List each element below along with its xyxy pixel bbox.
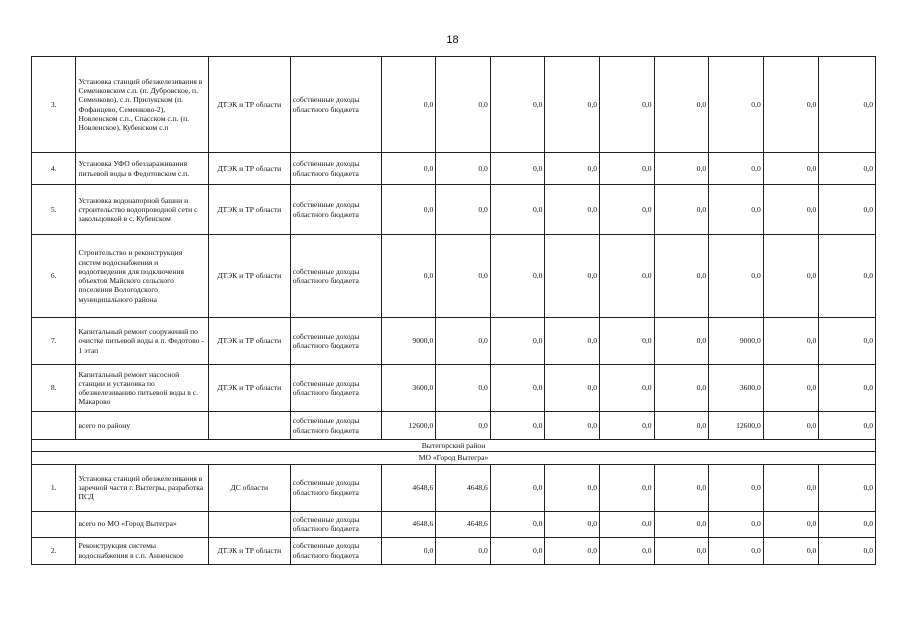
- row-number: [32, 511, 76, 537]
- amount-cell: 0,0: [600, 365, 655, 412]
- amount-cell: 0,0: [600, 153, 655, 185]
- amount-cell: 0,0: [819, 235, 876, 318]
- responsible-executor: ДТЭК и ТР области: [208, 318, 290, 365]
- event-name: Капитальный ремонт сооружений по очистке питьевой воды в п. Федотово - 1 этап: [76, 318, 208, 365]
- amount-cell: 0,0: [763, 511, 819, 537]
- event-name: всего по МО «Город Вытегра»: [76, 511, 208, 537]
- amount-cell: 0,0: [490, 511, 545, 537]
- amount-cell: 0,0: [654, 464, 709, 511]
- amount-cell: 0,0: [436, 318, 491, 365]
- amount-cell: 0,0: [654, 235, 709, 318]
- amount-cell: 3600,0: [709, 365, 764, 412]
- amount-cell: 0,0: [545, 153, 600, 185]
- amount-cell: 0,0: [654, 185, 709, 235]
- district-section-title: Вытегорский район: [32, 440, 876, 452]
- amount-cell: 0,0: [763, 412, 819, 440]
- responsible-executor: ДТЭК и ТР области: [208, 153, 290, 185]
- budget-table: [31, 56, 876, 565]
- amount-cell: 0,0: [819, 185, 876, 235]
- event-name: Реконструкция системы водоснабжения в с.п. Анненское: [76, 537, 208, 564]
- amount-cell: 0,0: [545, 235, 600, 318]
- page-number: 18: [446, 34, 459, 46]
- amount-cell: 0,0: [819, 318, 876, 365]
- table-row: [32, 235, 876, 318]
- amount-cell: 0,0: [545, 185, 600, 235]
- amount-cell: 4648,6: [436, 464, 491, 511]
- event-name: Установка УФО обеззараживания питьевой воды в Федотовском с.п.: [76, 153, 208, 185]
- funding-source: собственные доходы областного бюджета: [290, 57, 381, 153]
- event-name: Строительство и реконструкция систем водоснабжения и водоотведения для подключения объектов Майского сельского поселения Вологодского муниципального района: [76, 235, 208, 318]
- amount-cell: 4648,6: [436, 511, 491, 537]
- amount-cell: 0,0: [709, 464, 764, 511]
- funding-source: собственные доходы областного бюджета: [290, 318, 381, 365]
- amount-cell: 0,0: [490, 412, 545, 440]
- amount-cell: 0,0: [763, 185, 819, 235]
- amount-cell: 0,0: [436, 537, 491, 564]
- amount-cell: 0,0: [654, 511, 709, 537]
- amount-cell: 0,0: [545, 464, 600, 511]
- amount-cell: 0,0: [490, 537, 545, 564]
- amount-cell: 0,0: [600, 464, 655, 511]
- amount-cell: 0,0: [436, 185, 491, 235]
- table-row: [32, 318, 876, 365]
- row-number: 2.: [32, 537, 76, 564]
- amount-cell: 12600,0: [709, 412, 764, 440]
- table-row-district-total: [32, 412, 876, 440]
- table-row: [32, 537, 876, 564]
- amount-cell: 0,0: [763, 365, 819, 412]
- amount-cell: 4648,6: [381, 464, 436, 511]
- amount-cell: 0,0: [381, 153, 436, 185]
- table-row: [32, 153, 876, 185]
- funding-source: собственные доходы областного бюджета: [290, 153, 381, 185]
- responsible-executor: ДТЭК и ТР области: [208, 235, 290, 318]
- amount-cell: 0,0: [600, 537, 655, 564]
- amount-cell: 4648,6: [381, 511, 436, 537]
- amount-cell: 3600,0: [381, 365, 436, 412]
- funding-source: собственные доходы областного бюджета: [290, 365, 381, 412]
- funding-source: собственные доходы областного бюджета: [290, 412, 381, 440]
- amount-cell: 0,0: [545, 537, 600, 564]
- amount-cell: 0,0: [654, 153, 709, 185]
- amount-cell: 0,0: [709, 153, 764, 185]
- amount-cell: 0,0: [819, 153, 876, 185]
- amount-cell: 0,0: [763, 318, 819, 365]
- row-number: 6.: [32, 235, 76, 318]
- amount-cell: 0,0: [381, 57, 436, 153]
- municipality-section-title: МО «Город Вытегра»: [32, 452, 876, 464]
- amount-cell: 0,0: [600, 412, 655, 440]
- responsible-executor: ДТЭК и ТР области: [208, 365, 290, 412]
- amount-cell: 0,0: [381, 537, 436, 564]
- row-number: 3.: [32, 57, 76, 153]
- funding-source: собственные доходы областного бюджета: [290, 537, 381, 564]
- row-number: 8.: [32, 365, 76, 412]
- amount-cell: 0,0: [654, 365, 709, 412]
- row-number: 7.: [32, 318, 76, 365]
- amount-cell: 0,0: [545, 365, 600, 412]
- amount-cell: 0,0: [709, 57, 764, 153]
- row-number: [32, 412, 76, 440]
- amount-cell: 0,0: [763, 57, 819, 153]
- section-header-row: [32, 452, 876, 464]
- amount-cell: 0,0: [600, 318, 655, 365]
- responsible-executor: ДС области: [208, 464, 290, 511]
- amount-cell: 9000,0: [709, 318, 764, 365]
- funding-source: собственные доходы областного бюджета: [290, 464, 381, 511]
- amount-cell: 0,0: [436, 365, 491, 412]
- amount-cell: 0,0: [381, 185, 436, 235]
- amount-cell: 0,0: [819, 365, 876, 412]
- table-row: [32, 464, 876, 511]
- responsible-executor: ДТЭК и ТР области: [208, 57, 290, 153]
- funding-source: собственные доходы областного бюджета: [290, 511, 381, 537]
- amount-cell: 0,0: [490, 185, 545, 235]
- amount-cell: 0,0: [709, 537, 764, 564]
- amount-cell: 0,0: [490, 365, 545, 412]
- amount-cell: 0,0: [490, 57, 545, 153]
- table-row: [32, 57, 876, 153]
- amount-cell: 0,0: [763, 153, 819, 185]
- amount-cell: 9000,0: [381, 318, 436, 365]
- amount-cell: 0,0: [545, 57, 600, 153]
- row-number: 4.: [32, 153, 76, 185]
- amount-cell: 0,0: [819, 537, 876, 564]
- table-row: [32, 185, 876, 235]
- amount-cell: 0,0: [490, 153, 545, 185]
- amount-cell: 12600,0: [381, 412, 436, 440]
- amount-cell: 0,0: [819, 464, 876, 511]
- event-name: Установка станций обезжелезивания в заречной части г. Вытегры, разработка ПСД: [76, 464, 208, 511]
- table-row-municipality-total: [32, 511, 876, 537]
- amount-cell: 0,0: [763, 537, 819, 564]
- event-name: Капитальный ремонт насосной станции и установка по обезжелезиванию питьевой воды в с. Макарово: [76, 365, 208, 412]
- section-header-row: [32, 440, 876, 452]
- funding-source: собственные доходы областного бюджета: [290, 185, 381, 235]
- amount-cell: 0,0: [381, 235, 436, 318]
- amount-cell: 0,0: [490, 235, 545, 318]
- amount-cell: 0,0: [600, 235, 655, 318]
- amount-cell: 0,0: [490, 464, 545, 511]
- table-row: [32, 365, 876, 412]
- amount-cell: 0,0: [436, 412, 491, 440]
- row-number: 1.: [32, 464, 76, 511]
- amount-cell: 0,0: [436, 153, 491, 185]
- amount-cell: 0,0: [763, 235, 819, 318]
- amount-cell: 0,0: [545, 412, 600, 440]
- amount-cell: 0,0: [709, 511, 764, 537]
- amount-cell: 0,0: [819, 412, 876, 440]
- amount-cell: 0,0: [709, 235, 764, 318]
- amount-cell: 0,0: [654, 537, 709, 564]
- amount-cell: 0,0: [654, 57, 709, 153]
- amount-cell: 0,0: [763, 464, 819, 511]
- event-name: всего по району: [76, 412, 208, 440]
- responsible-executor: ДТЭК и ТР области: [208, 185, 290, 235]
- responsible-executor: [208, 412, 290, 440]
- amount-cell: 0,0: [819, 57, 876, 153]
- responsible-executor: ДТЭК и ТР области: [208, 537, 290, 564]
- amount-cell: 0,0: [436, 57, 491, 153]
- event-name: Установка водонапорной башни и строительство водопроводной сети с закольцовкой в с. Кубенском: [76, 185, 208, 235]
- amount-cell: 0,0: [545, 511, 600, 537]
- amount-cell: 0,0: [490, 318, 545, 365]
- amount-cell: 0,0: [600, 511, 655, 537]
- amount-cell: 0,0: [436, 235, 491, 318]
- amount-cell: 0,0: [600, 57, 655, 153]
- amount-cell: 0,0: [709, 185, 764, 235]
- row-number: 5.: [32, 185, 76, 235]
- amount-cell: 0,0: [600, 185, 655, 235]
- event-name: Установка станций обезжелезивания в Семенковском с.п. (п. Дубровское, п. Семенково), с.п. Прилукском (п. Фофанцево, Семенково-2), Новленском с.п., Спасском с.п. (п. Новленское), Кубенском с.п: [76, 57, 208, 153]
- responsible-executor: [208, 511, 290, 537]
- amount-cell: 0,0: [654, 412, 709, 440]
- funding-source: собственные доходы областного бюджета: [290, 235, 381, 318]
- amount-cell: 0,0: [819, 511, 876, 537]
- amount-cell: 0,0: [545, 318, 600, 365]
- amount-cell: 0,0: [654, 318, 709, 365]
